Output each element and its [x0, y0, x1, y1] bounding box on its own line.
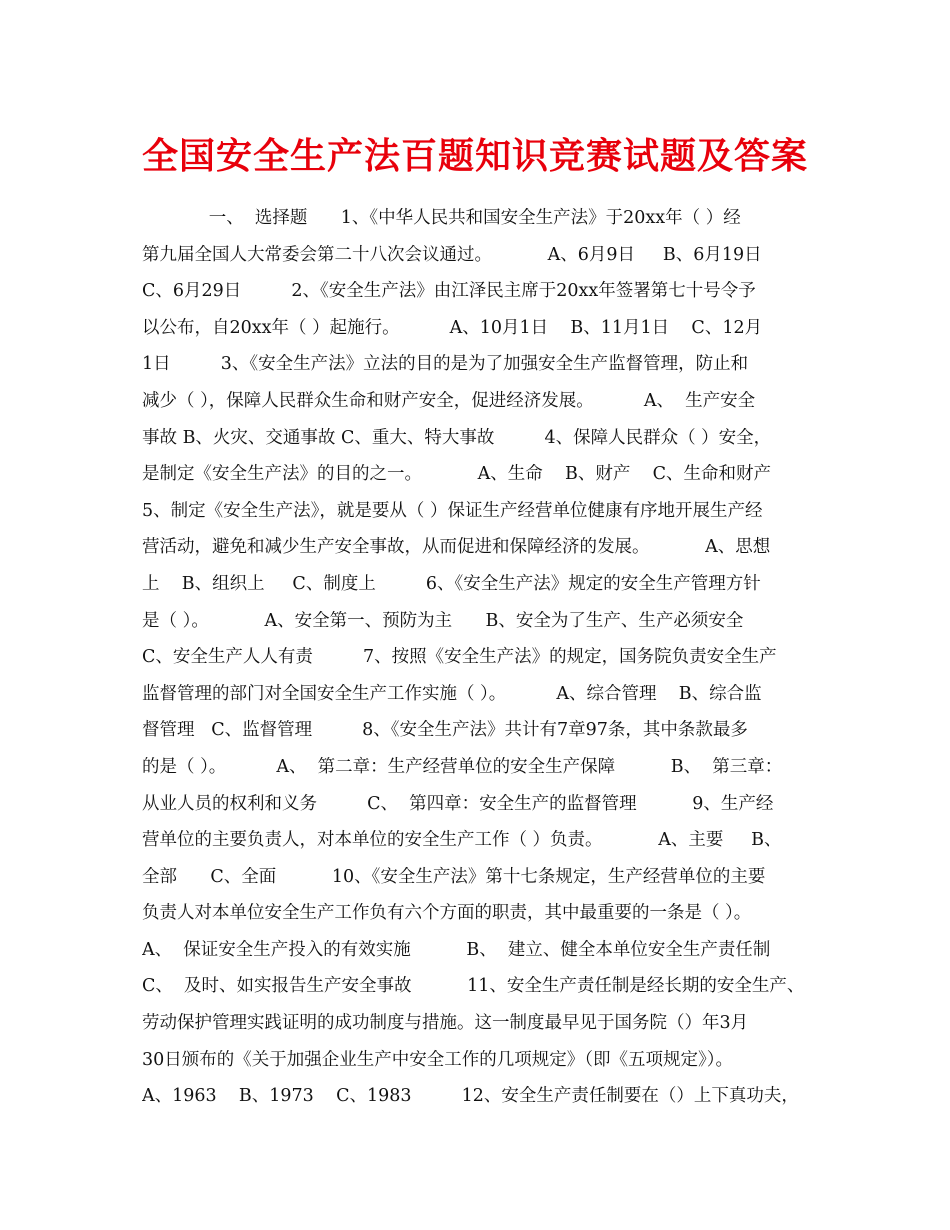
body-text-line: C、6月29日 2、《安全生产法》由江泽民主席于20xx年签署第七十号令予 [142, 281, 756, 302]
body-text-line: 营单位的主要负责人，对本单位的安全生产工作（ ）负责。 A、主要 B、 [142, 830, 782, 851]
body-text-line: 一、 选择题 1、《中华人民共和国安全生产法》于20xx年（ ）经 [142, 208, 741, 228]
body-text-line: 30日颁布的《关于加强企业生产中安全工作的几项规定》（即《五项规定》）。 [142, 1049, 734, 1070]
body-text-line: 以公布，自20xx年（ ）起施行。 A、10月1日 B、11月1日 C、12月 [142, 317, 763, 338]
body-text-line: 事故 B、火灾、交通事故 C、重大、特大事故 4、保障人民群众（ ）安全， [142, 427, 772, 448]
body-text-line: C、 及时、如实报告生产安全事故 11、安全生产责任制是经长期的安全生产、 [142, 976, 805, 997]
body-text-line: 第九届全国人大常委会第二十八次会议通过。 A、6月9日 B、6月19日 [142, 244, 762, 265]
body-text-line: 上 B、组织上 C、制度上 6、《安全生产法》规定的安全生产管理方针 [142, 573, 761, 594]
body-text-line: A、1963 B、1973 C、1983 12、安全生产责任制要在（）上下真功夫， [142, 1086, 799, 1107]
body-text-line: 的是（ ）。 A、 第二章：生产经营单位的安全生产保障 B、 第三章： [142, 756, 783, 777]
document-title: 全国安全生产法百题知识竞赛试题及答案 [141, 136, 808, 177]
body-text-line: 1日 3、《安全生产法》立法的目的是为了加强安全生产监督管理，防止和 [142, 354, 749, 375]
body-text-line: A、 保证安全生产投入的有效实施 B、 建立、健全本单位安全生产责任制 [142, 939, 771, 960]
body-text-line: 减少（ ），保障人民群众生命和财产安全，促进经济发展。 A、 生产安全 [142, 390, 756, 411]
body-text-line: 全部 C、全面 10、《安全生产法》第十七条规定，生产经营单位的主要 [142, 866, 766, 887]
body-text-line: 营活动，避免和减少生产安全事故，从而促进和保障经济的发展。 A、思想 [142, 537, 771, 558]
body-text-line: 督管理 C、监督管理 8、《安全生产法》共计有7章97条，其中条款最多 [142, 720, 748, 741]
body-text-line: 负责人对本单位安全生产工作负有六个方面的职责，其中最重要的一条是（ ）。 [142, 903, 752, 924]
document-body [142, 200, 818, 1115]
body-text-line: 监督管理的部门对全国安全生产工作实施（ ）。 A、综合管理 B、综合监 [142, 683, 762, 704]
body-text-line: 5、制定《安全生产法》，就是要从（ ）保证生产经营单位健康有序地开展生产经 [142, 500, 763, 521]
body-text-line: 是制定《安全生产法》的目的之一。 A、生命 B、财产 C、生命和财产 [142, 464, 772, 485]
body-text-line: 从业人员的权利和义务 C、 第四章：安全生产的监督管理 9、生产经 [142, 793, 774, 814]
body-text-line: 劳动保护管理实践证明的成功制度与措施。这一制度最早见于国务院（）年3月 [142, 1013, 749, 1034]
body-text-line: C、安全生产人人有责 7、按照《安全生产法》的规定，国务院负责安全生产 [142, 647, 777, 668]
body-text-line: 是（ ）。 A、安全第一、预防为主 B、安全为了生产、生产必须安全 [142, 610, 744, 631]
